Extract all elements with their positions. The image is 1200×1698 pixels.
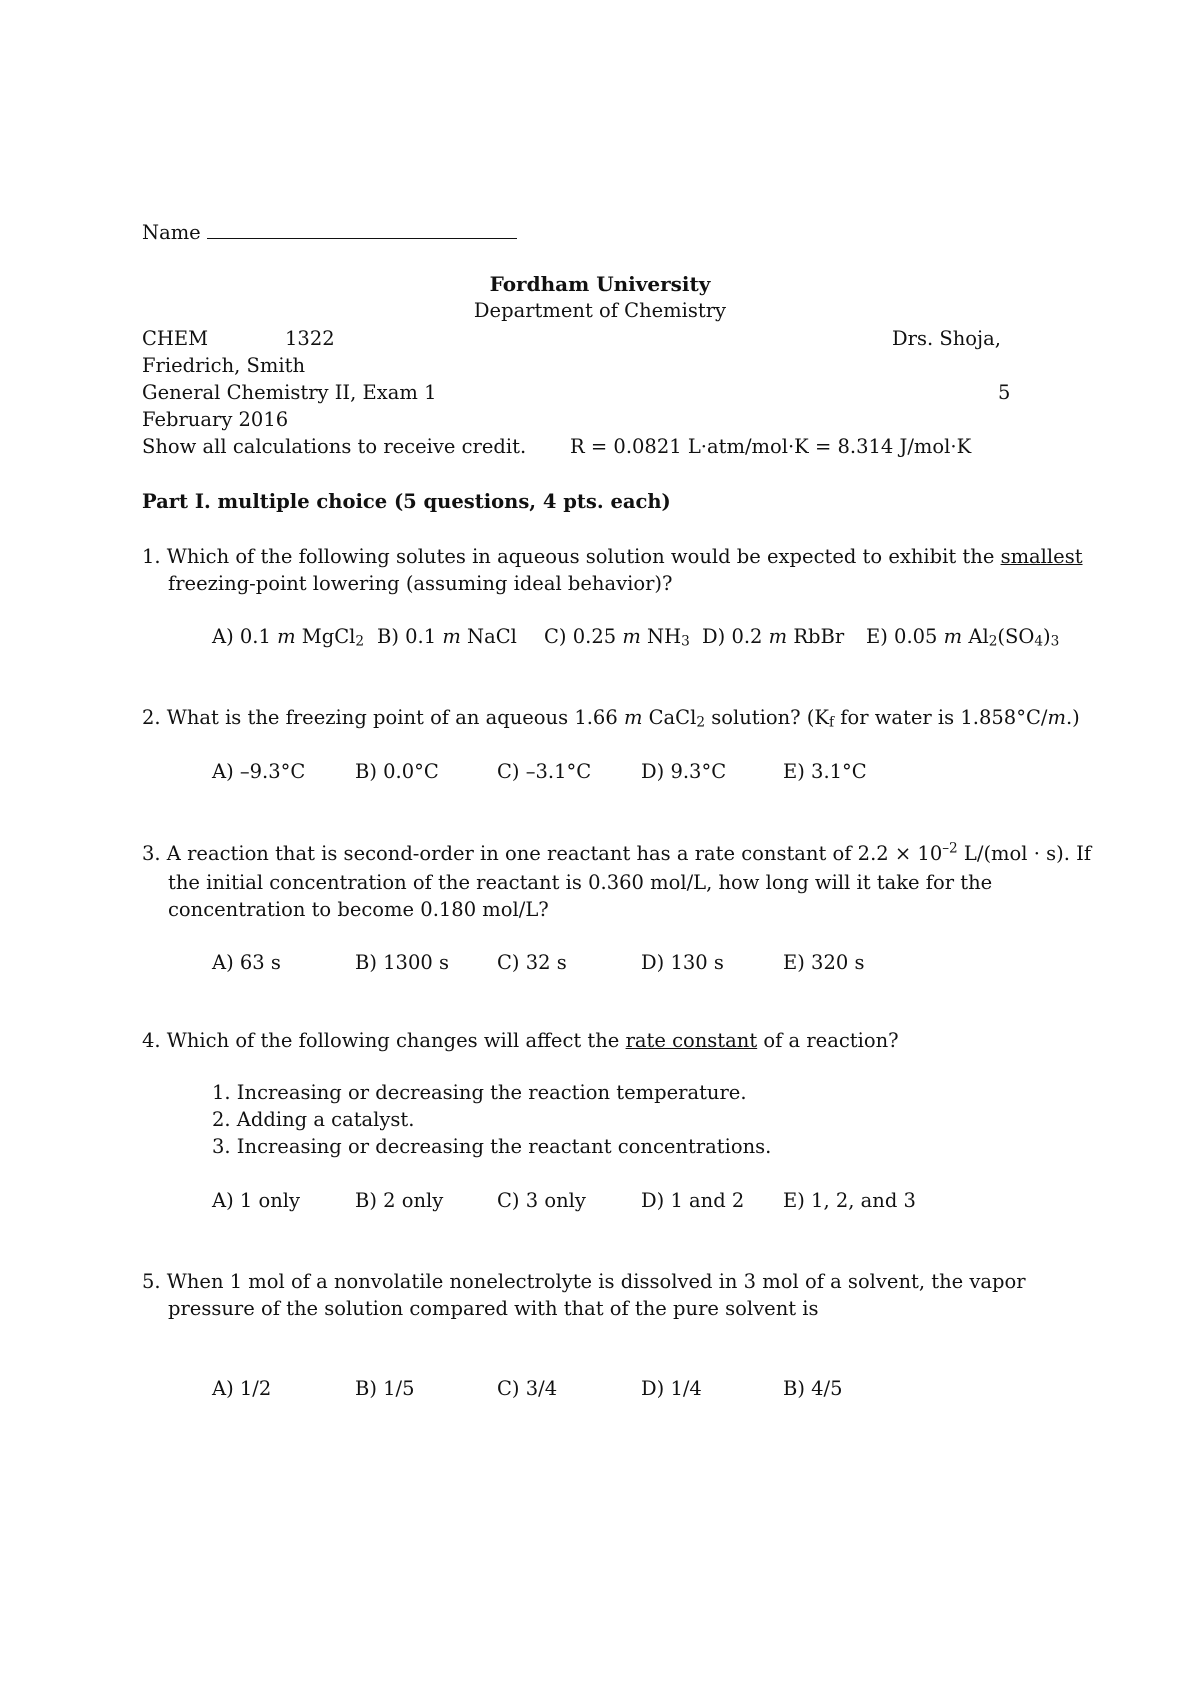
q5-choice-e[interactable]: B) 4/5 (783, 1377, 843, 1400)
q3-choice-d[interactable]: D) 130 s (641, 951, 724, 974)
course-number: 1322 (285, 327, 335, 350)
q4-item: 1. Increasing or decreasing the reaction temperature. (212, 1081, 747, 1104)
q2-choice-a[interactable]: A) –9.3°C (212, 760, 306, 783)
q4-choice-b[interactable]: B) 2 only (355, 1189, 444, 1212)
q1-choice-b[interactable]: B) 0.1 m NaCl (377, 625, 517, 648)
exam-title: General Chemistry II, Exam 1 (142, 381, 437, 404)
q3-stem-line3: concentration to become 0.180 mol/L? (168, 898, 549, 921)
q2-choice-c[interactable]: C) –3.1°C (497, 760, 592, 783)
q5-choice-b[interactable]: B) 1/5 (355, 1377, 415, 1400)
q4-choice-a[interactable]: A) 1 only (212, 1189, 301, 1212)
q5-stem-line2: pressure of the solution compared with that of the pure solvent is (168, 1297, 819, 1320)
q5-choice-d[interactable]: D) 1/4 (641, 1377, 702, 1400)
q5-choice-a[interactable]: A) 1/2 (212, 1377, 272, 1400)
q4-choice-c[interactable]: C) 3 only (497, 1189, 586, 1212)
instructors: Drs. Shoja, (892, 327, 1001, 350)
exam-date-day: 5 (998, 381, 1011, 404)
q3-stem-line2: the initial concentration of the reactant is 0.360 mol/L, how long will it take for the (168, 871, 993, 894)
instructors-continued: Friedrich, Smith (142, 354, 306, 377)
department-title: Department of Chemistry (473, 299, 727, 322)
q1-choice-a[interactable]: A) 0.1 m MgCl$_2$ (212, 625, 365, 650)
name-blank[interactable] (207, 220, 517, 239)
q3-stem: 3. A reaction that is second-order in one reactant has a rate constant of $2.2 \times 10^{-2}$ L/(mol · s). If (142, 840, 1092, 865)
q1-stem-underlined: smallest (1000, 545, 1083, 568)
q1-stem (142, 547, 1083, 567)
q4-stem: 4. Which of the following changes will affect the rate constant of a reaction? (142, 1029, 899, 1052)
q2-choice-b[interactable]: B) 0.0°C (355, 760, 439, 783)
name-line (142, 220, 517, 243)
course-code: CHEM (142, 327, 209, 350)
q2-choice-e[interactable]: E) 3.1°C (783, 760, 867, 783)
gas-constant: R = 0.0821 L·atm/mol·K = 8.314 J/mol·K (570, 435, 972, 458)
q3-choice-e[interactable]: E) 320 s (783, 951, 865, 974)
q3-choice-b[interactable]: B) 1300 s (355, 951, 449, 974)
q1-choice-e[interactable]: E) 0.05 m $Al_2(SO_4)_3$ (866, 625, 1060, 650)
instruction-text: Show all calculations to receive credit. (142, 435, 527, 458)
q4-choice-d[interactable]: D) 1 and 2 (641, 1189, 745, 1212)
q1-choice-c[interactable]: C) 0.25 m $NH_3$ (544, 625, 690, 650)
part1-title: Part I. multiple choice (5 questions, 4 pts. each) (142, 490, 671, 513)
q3-choice-a[interactable]: A) 63 s (212, 951, 281, 974)
q1-stem-line2: freezing-point lowering (assuming ideal behavior)? (168, 572, 673, 595)
q4-item: 2. Adding a catalyst. (212, 1108, 415, 1131)
q2-stem: 2. What is the freezing point of an aqueous 1.66 m CaCl$_2$ solution? ($K_f$ for water is 1.858°C/m.) (142, 706, 1080, 731)
q5-stem: 5. When 1 mol of a nonvolatile nonelectrolyte is dissolved in 3 mol of a solvent, the vapor (142, 1270, 1026, 1293)
name-label: Name (142, 221, 201, 244)
q1-stem-text: 1. Which of the following solutes in aqueous solution would be expected to exhibit the (142, 545, 1001, 568)
q2-choice-d[interactable]: D) 9.3°C (641, 760, 727, 783)
q3-choice-c[interactable]: C) 32 s (497, 951, 567, 974)
q4-choice-e[interactable]: E) 1, 2, and 3 (783, 1189, 916, 1212)
exam-date: February 2016 (142, 408, 289, 431)
q5-choice-c[interactable]: C) 3/4 (497, 1377, 558, 1400)
q1-choice-d[interactable]: D) 0.2 m RbBr (702, 625, 845, 648)
q4-item: 3. Increasing or decreasing the reactant concentrations. (212, 1135, 772, 1158)
university-title: Fordham University (489, 272, 711, 296)
